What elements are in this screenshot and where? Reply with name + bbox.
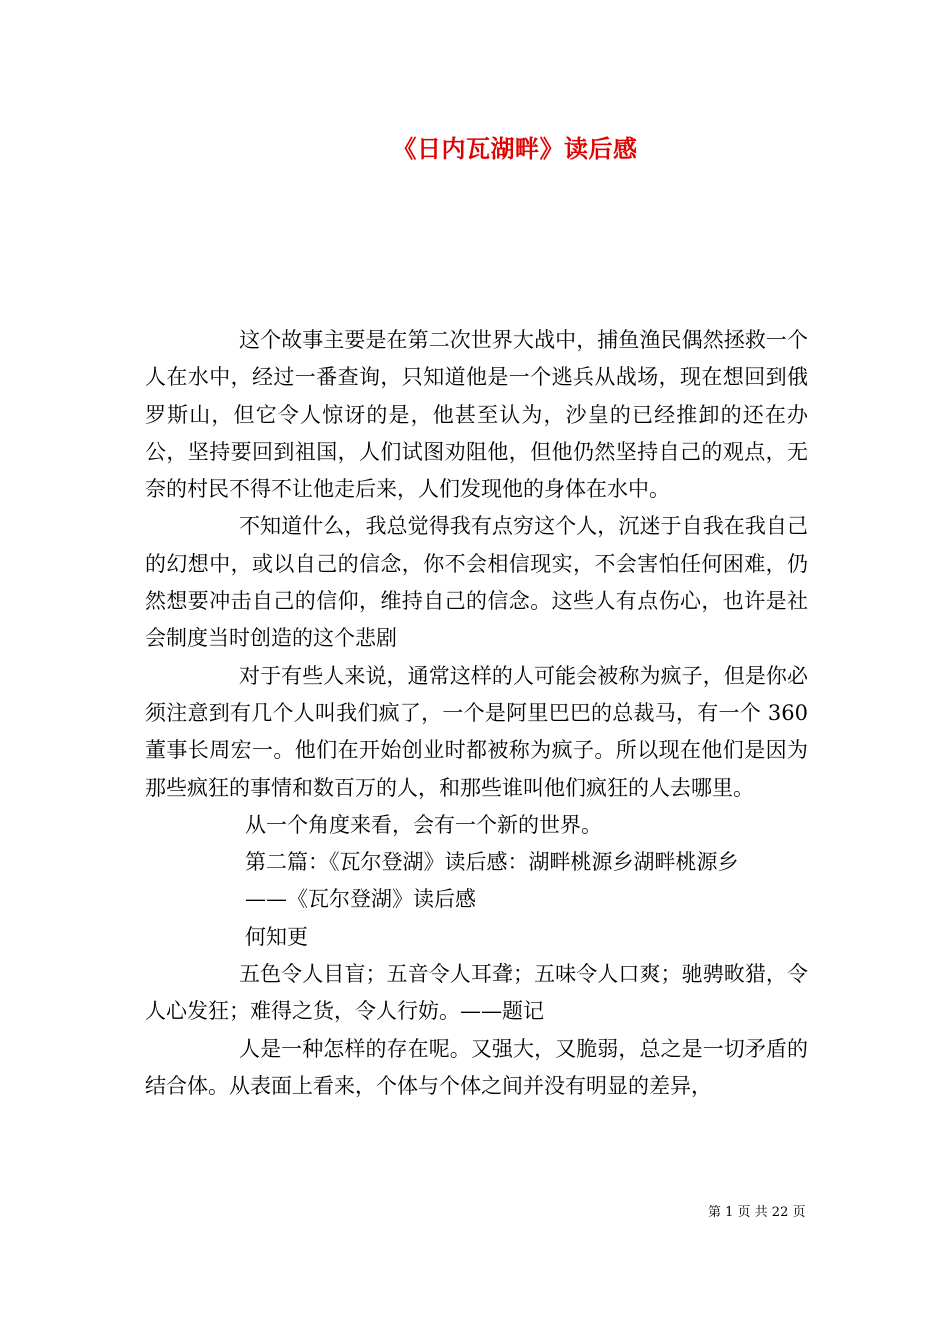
page-number-footer: 第 1 页 共 22 页: [708, 1205, 806, 1220]
paragraph-madmen: 对于有些人来说，通常这样的人可能会被称为疯子，但是你必须注意到有几个人叫我们疯了，一个是阿里巴巴的总裁马，有一个 360 董事长周宏一。他们在开始创业时都被称为疯子。所以现在他们是因为那些疯狂的事情和数百万的人，和那些谁叫他们疯狂的人去哪里。: [145, 663, 808, 800]
paragraph-human-nature: 人是一种怎样的存在呢。又强大，又脆弱，总之是一切矛盾的结合体。从表面上看来，个体与个体之间并没有明显的差异，: [145, 1036, 808, 1098]
paragraph-reflection: 不知道什么，我总觉得我有点穷这个人，沉迷于自我在我自己的幻想中，或以自己的信念，你不会相信现实，不会害怕任何困难，仍然想要冲击自己的信仰，维持自己的信念。这些人有点伤心，也许是社会制度当时创造的这个悲剧: [145, 514, 808, 651]
document-body: [145, 322, 808, 1105]
paragraph-story: 这个故事主要是在第二次世界大战中，捕鱼渔民偶然拯救一个人在水中，经过一番查询，只知道他是一个逃兵从战场，现在想回到俄罗斯山，但它令人惊讶的是，他甚至认为，沙皇的已经推卸的还在办公，坚持要回到祖国，人们试图劝阻他，但他仍然坚持自己的观点，无奈的村民不得不让他走后来，人们发现他的身体在水中。: [145, 328, 808, 502]
line-chapter-two-heading: 第二篇：《瓦尔登湖》读后感：湖畔桃源乡湖畔桃源乡: [245, 850, 739, 875]
line-author: 何知更: [245, 924, 308, 949]
line-new-world: 从一个角度来看，会有一个新的世界。: [245, 812, 602, 837]
paragraph-epigraph: 五色令人目盲；五音令人耳聋；五味令人口爽；驰骋畋猎，令人心发狂；难得之货，令人行妨。——题记: [145, 962, 808, 1024]
document-title: 《日内瓦湖畔》读后感: [392, 134, 638, 163]
line-chapter-two-subtitle: ——《瓦尔登湖》读后感: [245, 887, 476, 912]
